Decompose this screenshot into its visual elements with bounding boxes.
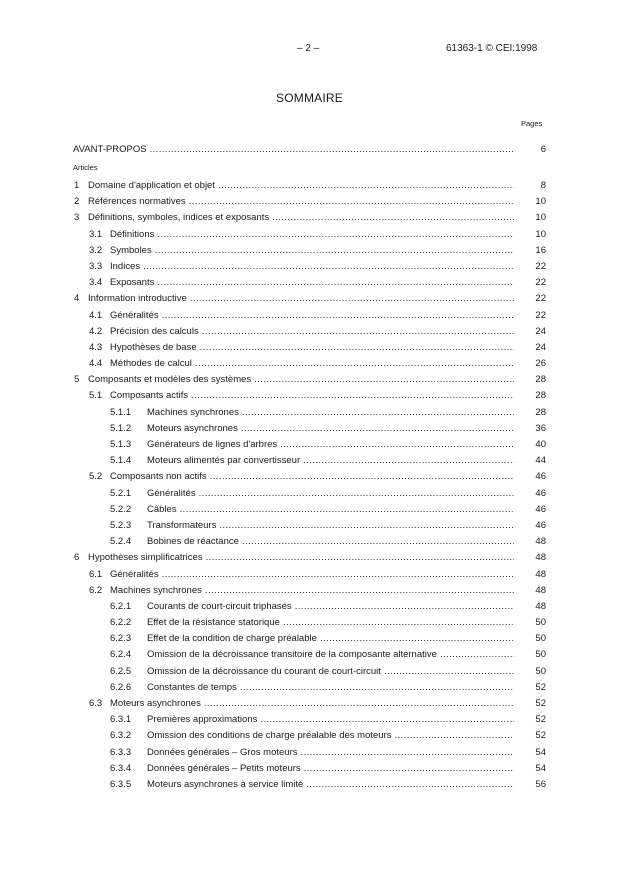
toc-entry-page: 10 (535, 212, 546, 224)
toc-entry-text: Moteurs asynchrones ..... (147, 422, 514, 436)
toc-entry-page: 46 (535, 503, 546, 515)
toc-entry-number: 6.2.1 (110, 600, 132, 612)
toc-entry-text: Générateurs de lignes d'arbres ..... (147, 438, 514, 452)
toc-entry-page: 22 (535, 309, 546, 321)
toc-entry-text: Composants et modèles des systèmes ..... (88, 373, 514, 387)
toc-entry-text: Précision des calculs ..... (110, 325, 514, 339)
document-reference: 61363-1 © CEI:1998 (446, 43, 538, 54)
toc-entry[interactable] (73, 454, 546, 470)
toc-entry-page: 10 (535, 196, 546, 208)
toc-entry-page: 46 (535, 471, 546, 483)
toc-entry-text: Composants actifs ..... (110, 389, 514, 403)
toc-entry-page: 44 (535, 455, 546, 467)
toc-entry[interactable] (73, 665, 546, 681)
toc-entry-text: Hypothèses simplificatrices ..... (88, 551, 514, 565)
toc-entry-number: 5.1.4 (110, 455, 132, 467)
toc-entry-page: 52 (535, 698, 546, 709)
toc-entry-page: 24 (535, 341, 546, 353)
toc-entry[interactable] (73, 244, 546, 260)
toc-entry-text: Hypothèses de base ..... (110, 341, 514, 355)
toc-entry-number: 4.2 (89, 325, 103, 337)
toc-entry-page: 16 (535, 244, 546, 256)
toc-entry[interactable] (73, 697, 546, 713)
toc-entry-number: 5.1.3 (110, 439, 132, 450)
toc-entry-number: 3 (74, 212, 80, 224)
toc-entry-number: 4.3 (89, 341, 103, 353)
toc-entry[interactable] (73, 357, 546, 373)
toc-entry[interactable] (73, 632, 546, 648)
toc-entry-page: 50 (535, 649, 546, 661)
toc-entry-text: Constantes de temps ..... (147, 681, 514, 695)
toc-entry[interactable] (73, 729, 546, 745)
toc-entry-page: 22 (535, 277, 546, 289)
toc-entry-text: Définitions, symboles, indices et exposants ..... (88, 211, 514, 225)
toc-entry[interactable] (73, 503, 546, 519)
toc-entry-number: 6.3.2 (110, 730, 132, 742)
toc-entry-number: 5.2.2 (110, 503, 132, 515)
toc-entry-page: 48 (535, 584, 546, 596)
toc-entry-number: 6.3.5 (110, 778, 132, 790)
toc-entry-number: 1 (74, 180, 80, 191)
toc-entry-page: 28 (535, 390, 546, 402)
toc-entry-page: 52 (535, 730, 546, 742)
toc-entry[interactable] (73, 276, 546, 292)
toc-entry-number: 5.1.2 (110, 422, 132, 434)
toc-entry-page: 22 (535, 293, 546, 305)
toc-entry-number: 6.3 (89, 698, 103, 709)
toc-entry-number: 5.1 (89, 390, 103, 402)
toc-entry-text: Omission de la décroissance du courant de court-circuit ..... (147, 665, 514, 679)
toc-entry-text: Généralités ..... (110, 568, 514, 582)
toc-entry-page: 26 (535, 358, 546, 370)
toc-entry-text: Domaine d'application et objet ..... (88, 179, 514, 193)
toc-entry[interactable] (73, 713, 546, 729)
toc-entry[interactable] (73, 195, 546, 211)
toc-entry[interactable] (73, 179, 546, 195)
toc-entry-number: 3.3 (89, 260, 103, 272)
toc-entry-text: Données générales – Gros moteurs ..... (147, 746, 514, 760)
toc-entry[interactable] (73, 551, 546, 567)
toc-entry-page: 48 (535, 600, 546, 612)
toc-entry-page: 28 (535, 406, 546, 418)
toc-entry-page: 46 (535, 487, 546, 499)
toc-entry[interactable] (73, 681, 546, 697)
toc-entry[interactable] (73, 746, 546, 762)
toc-entry-text: Moteurs asynchrones ..... (110, 697, 514, 711)
toc-entry-page: 50 (535, 633, 546, 645)
toc-entry-number: 4.1 (89, 309, 103, 321)
toc-entry-number: 6 (74, 552, 80, 564)
toc-entry-text: Premières approximations ..... (147, 713, 514, 727)
toc-entry-number: 5.2.3 (110, 519, 132, 531)
toc-entry-page: 28 (535, 374, 546, 386)
toc-entry-page: 48 (535, 568, 546, 580)
toc-entry-text: Omission de la décroissance transitoire de la composante alternative ..... (147, 648, 514, 662)
toc-entry[interactable] (73, 438, 546, 454)
toc-entry[interactable] (73, 519, 546, 535)
toc-entry-number: 6.3.4 (110, 762, 132, 774)
toc-entry-number: 3.4 (89, 277, 103, 289)
toc-entry-page: 24 (535, 325, 546, 337)
toc-entry-page: 22 (535, 260, 546, 272)
toc-entry[interactable] (73, 648, 546, 664)
toc-entry-page: 52 (535, 681, 546, 693)
toc-entry-page: 54 (535, 762, 546, 774)
toc-entry[interactable] (73, 292, 546, 308)
toc-entry-page: 54 (535, 746, 546, 758)
toc-entry-text: Effet de la résistance statorique ..... (147, 616, 514, 630)
toc-entry-number: 6.3.3 (110, 746, 132, 758)
toc-entry[interactable] (73, 341, 546, 357)
toc-entry-page: 8 (540, 180, 546, 191)
toc-entry-text: AVANT-PROPOS ..... (73, 143, 514, 157)
toc-entry-text: Machines synchrones ..... (110, 584, 514, 598)
toc-entry-page: 36 (535, 422, 546, 434)
toc-entry[interactable] (73, 584, 546, 600)
toc-entry-number: 4 (74, 293, 80, 305)
toc-entry[interactable] (73, 535, 546, 551)
toc-entry-text: Composants non actifs ..... (110, 470, 514, 484)
toc-entry[interactable] (73, 568, 546, 584)
toc-entry-page: 10 (535, 228, 546, 240)
toc-entry[interactable] (73, 389, 546, 405)
toc-entry-text: Généralités ..... (110, 309, 514, 323)
toc-entry-text: Transformateurs ..... (147, 519, 514, 533)
toc-entry-avant-propos[interactable] (73, 143, 546, 157)
toc-entry-number: 5.2.4 (110, 536, 132, 548)
toc-entry-number: 2 (74, 196, 80, 208)
page-number: – 2 – (297, 43, 320, 54)
toc-entry-number: 3.2 (89, 244, 103, 256)
toc-entry[interactable] (73, 406, 546, 422)
toc-entry-number: 6.2 (89, 584, 103, 596)
toc-entry-text: Moteurs asynchrones à service limité ..... (147, 778, 514, 792)
toc-entry-number: 6.3.1 (110, 714, 132, 726)
toc-entry-number: 4.4 (89, 358, 103, 370)
toc-entry[interactable] (73, 309, 546, 325)
toc-entry-number: 6.2.5 (110, 665, 132, 677)
toc-entry[interactable] (73, 422, 546, 438)
toc-entry-number: 5.1.1 (110, 406, 132, 418)
toc-entry-text: Courants de court-circuit triphasés ..... (147, 600, 514, 614)
toc-entry-text: Exposants ..... (110, 276, 514, 290)
toc-entry[interactable] (73, 325, 546, 341)
toc-entry-text: Définitions ..... (110, 228, 514, 242)
page-title: SOMMAIRE (276, 91, 343, 105)
articles-label: Articles (73, 163, 98, 172)
toc-entry-number: 5.2 (89, 471, 103, 483)
toc-entry-page: 40 (535, 439, 546, 450)
toc-entry-page: 48 (535, 536, 546, 548)
toc-entry-number: 6.2.6 (110, 681, 132, 693)
toc-entry-number: 6.2.4 (110, 649, 132, 661)
toc-entry-text: Câbles ..... (147, 503, 514, 517)
toc-entry-text: Omission des conditions de charge préalable des moteurs ..... (147, 729, 514, 743)
toc-entry-text: Méthodes de calcul ..... (110, 357, 514, 371)
toc-entry[interactable] (73, 487, 546, 503)
table-of-contents (73, 179, 546, 794)
toc-entry-number: 6.1 (89, 568, 103, 580)
toc-entry-page: 56 (535, 778, 546, 790)
toc-entry-text: Symboles ..... (110, 244, 514, 258)
toc-entry-page: 50 (535, 617, 546, 629)
toc-entry[interactable] (73, 373, 546, 389)
toc-entry[interactable] (73, 470, 546, 486)
toc-entry-text: Généralités ..... (147, 487, 514, 501)
toc-entry-number: 5 (74, 374, 80, 386)
toc-entry[interactable] (73, 600, 546, 616)
toc-entry-page: 46 (535, 519, 546, 531)
toc-entry-page: 50 (535, 665, 546, 677)
toc-entry-text: Références normatives ..... (88, 195, 514, 209)
toc-entry[interactable] (73, 616, 546, 632)
toc-entry[interactable] (73, 228, 546, 244)
toc-entry-number: 6.2.3 (110, 633, 132, 645)
toc-entry-text: Bobines de réactance ..... (147, 535, 514, 549)
toc-entry[interactable] (73, 211, 546, 227)
toc-entry-page: 52 (535, 714, 546, 726)
toc-entry-page: 6 (540, 144, 546, 155)
toc-entry-number: 6.2.2 (110, 617, 132, 629)
toc-entry-text: Moteurs alimentés par convertisseur ..... (147, 454, 514, 468)
toc-entry-text: Données générales – Petits moteurs ..... (147, 762, 514, 776)
pages-column-label: Pages (521, 119, 543, 128)
toc-entry-text: Indices ..... (110, 260, 514, 274)
toc-entry-number: 3.1 (89, 228, 103, 240)
toc-entry[interactable] (73, 260, 546, 276)
toc-entry-text: Information introductive ..... (88, 292, 514, 306)
toc-entry-number: 5.2.1 (110, 487, 132, 499)
toc-entry[interactable] (73, 778, 546, 794)
toc-entry-text: Machines synchrones ..... (147, 406, 514, 420)
toc-entry[interactable] (73, 762, 546, 778)
toc-entry-page: 48 (535, 552, 546, 564)
toc-entry-text: Effet de la condition de charge préalable ..... (147, 632, 514, 646)
